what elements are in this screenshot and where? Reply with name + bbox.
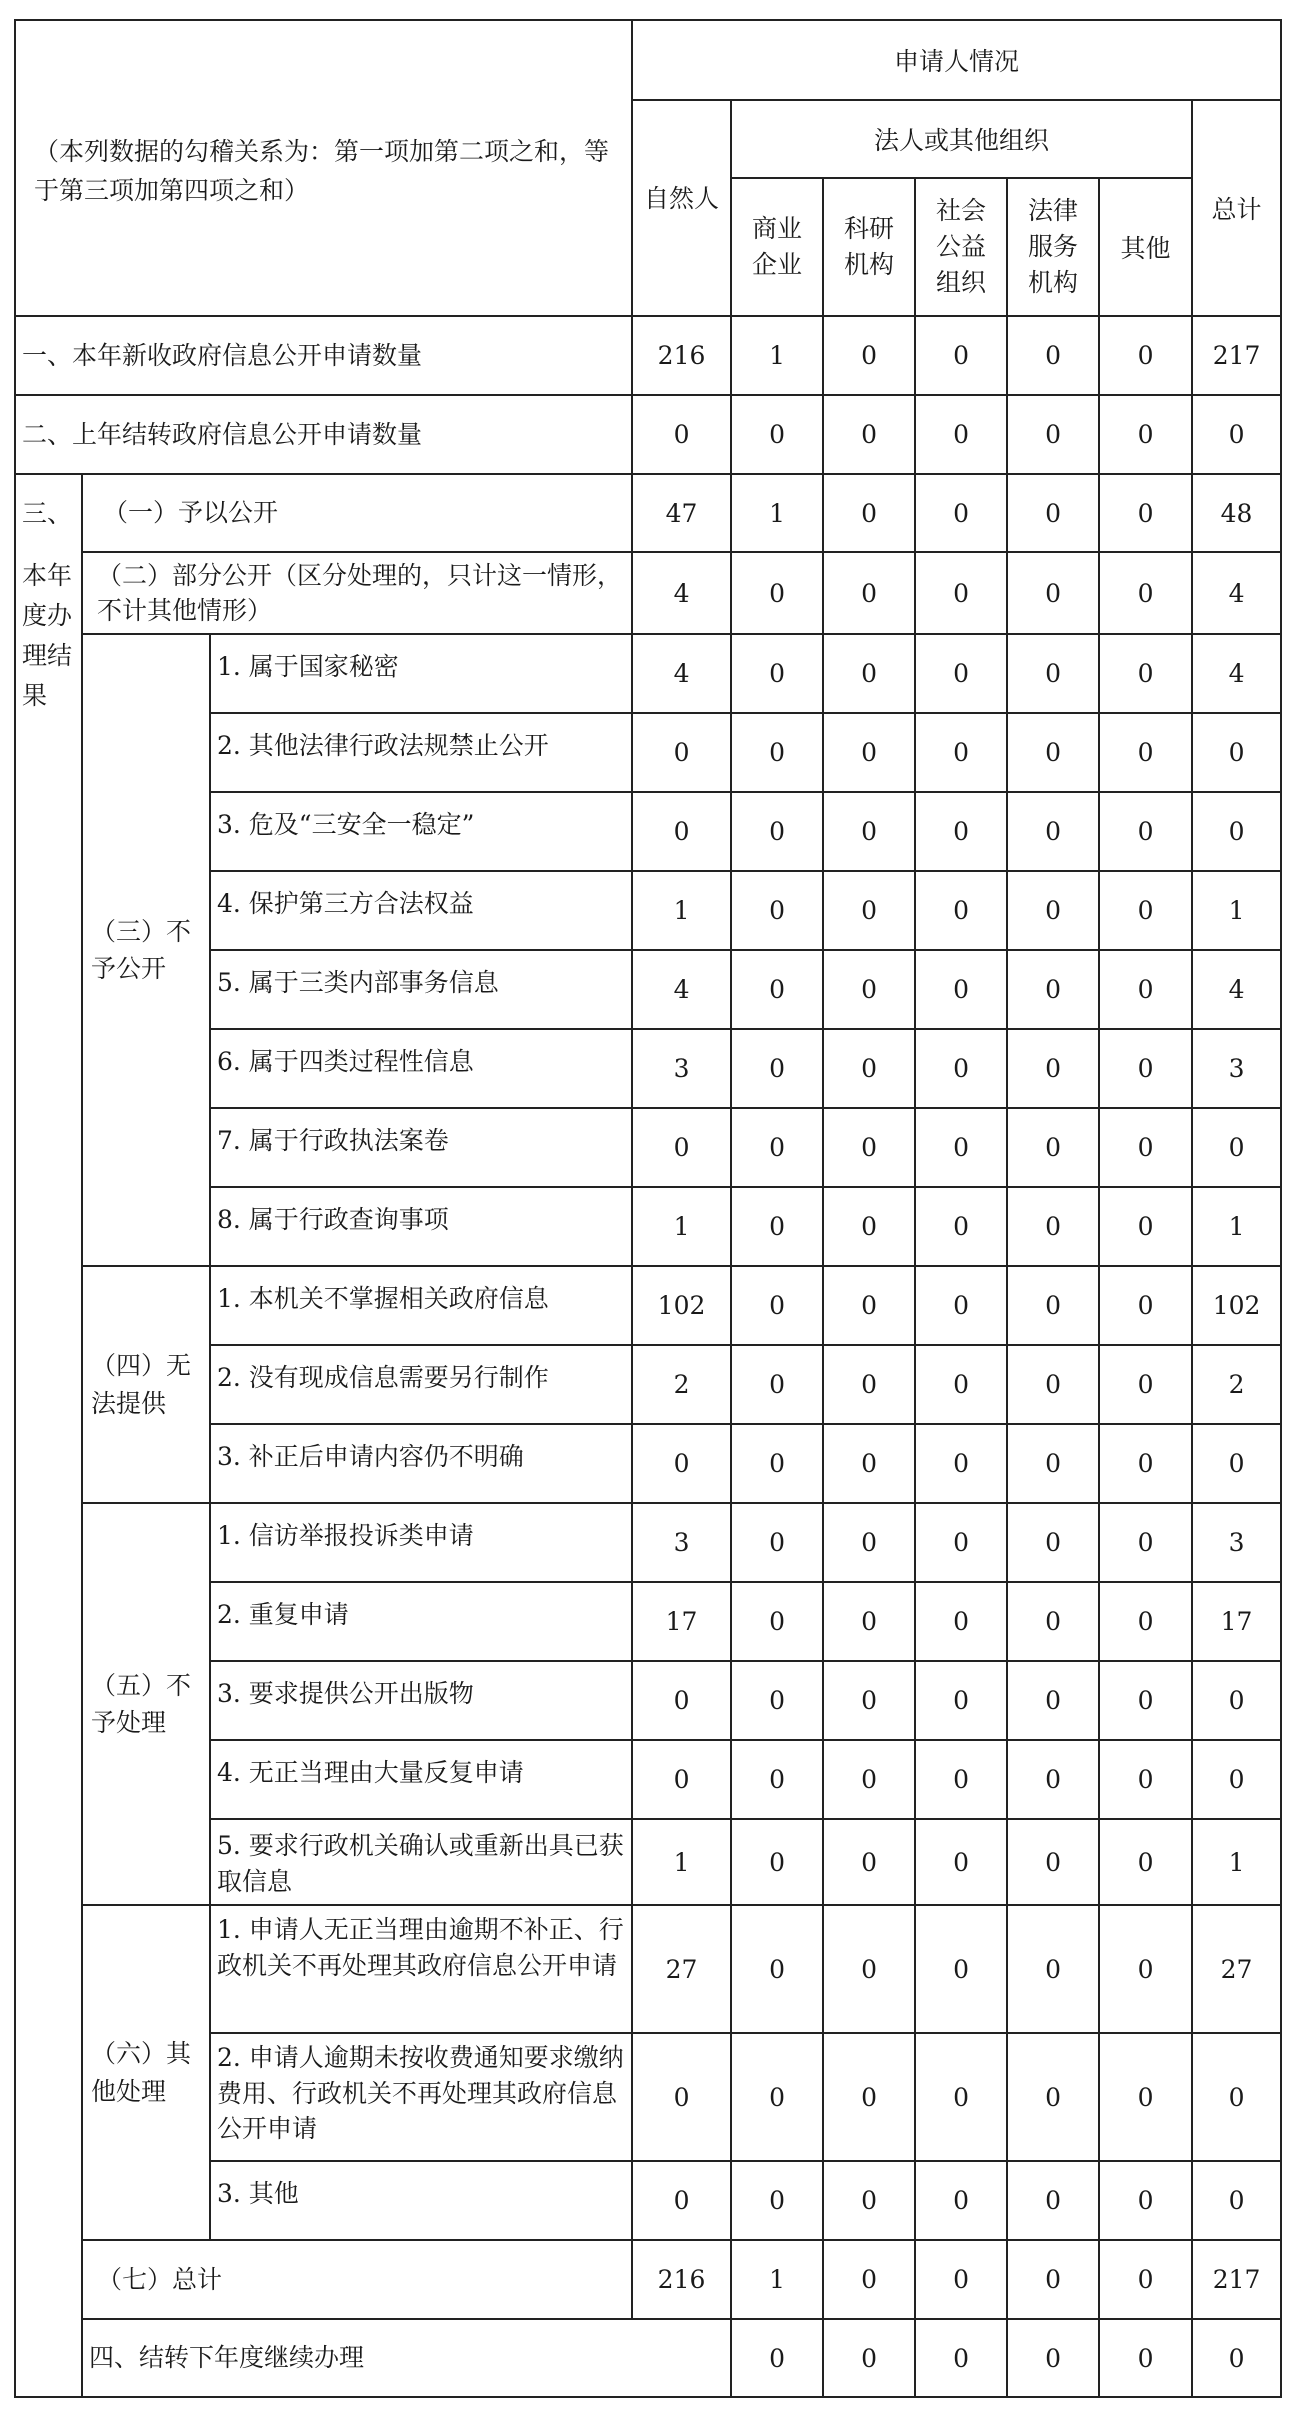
value-cell: 0 xyxy=(632,792,731,871)
value-cell: 0 xyxy=(1099,792,1192,871)
row-label: 一、本年新收政府信息公开申请数量 xyxy=(15,316,632,395)
value-cell: 0 xyxy=(1007,2161,1099,2240)
table-row xyxy=(15,474,1281,552)
value-cell: 0 xyxy=(823,950,915,1029)
value-cell: 0 xyxy=(915,2033,1007,2161)
value-cell: 0 xyxy=(731,950,823,1029)
natural-person-header: 自然人 xyxy=(632,100,731,316)
value-cell: 0 xyxy=(1099,2033,1192,2161)
row-label: 1. 本机关不掌握相关政府信息 xyxy=(210,1266,632,1345)
value-cell: 0 xyxy=(1099,552,1192,634)
value-cell: 3 xyxy=(632,1503,731,1582)
value-cell: 0 xyxy=(731,2319,823,2397)
value-cell: 0 xyxy=(823,871,915,950)
row-label: 3. 危及“三安全一稳定” xyxy=(210,792,632,871)
value-cell: 0 xyxy=(731,1424,823,1503)
value-cell: 0 xyxy=(1099,634,1192,713)
value-cell: 27 xyxy=(1192,1905,1281,2033)
value-cell: 0 xyxy=(1099,1029,1192,1108)
header-row-1 xyxy=(15,20,1281,100)
value-cell: 48 xyxy=(1192,474,1281,552)
value-cell: 0 xyxy=(915,1582,1007,1661)
value-cell: 17 xyxy=(1192,1582,1281,1661)
value-cell: 0 xyxy=(1007,1740,1099,1819)
value-cell: 0 xyxy=(632,2161,731,2240)
row-label: 5. 属于三类内部事务信息 xyxy=(210,950,632,1029)
value-cell: 0 xyxy=(1099,1187,1192,1266)
value-cell: 0 xyxy=(915,1424,1007,1503)
value-cell: 0 xyxy=(1007,1661,1099,1740)
government-info-disclosure-table xyxy=(14,19,1282,2398)
value-cell: 0 xyxy=(1099,1424,1192,1503)
value-cell: 1 xyxy=(632,1819,731,1905)
value-cell: 0 xyxy=(731,713,823,792)
value-cell: 0 xyxy=(823,1424,915,1503)
value-cell: 0 xyxy=(1099,395,1192,474)
value-cell: 1 xyxy=(632,871,731,950)
relationship-note: （本列数据的勾稽关系为：第一项加第二项之和，等于第三项加第四项之和） xyxy=(34,137,610,205)
value-cell: 0 xyxy=(1099,1108,1192,1187)
value-cell: 4 xyxy=(1192,634,1281,713)
value-cell: 0 xyxy=(1007,792,1099,871)
row-label: 5. 要求行政机关确认或重新出具已获取信息 xyxy=(210,1819,632,1905)
value-cell: 0 xyxy=(731,395,823,474)
value-cell: 0 xyxy=(1099,2161,1192,2240)
value-cell: 217 xyxy=(1192,316,1281,395)
value-cell: 0 xyxy=(1007,552,1099,634)
table-row xyxy=(15,395,1281,474)
value-cell: 0 xyxy=(915,871,1007,950)
value-cell: 3 xyxy=(632,1029,731,1108)
value-cell: 0 xyxy=(1007,713,1099,792)
value-cell: 216 xyxy=(632,316,731,395)
value-cell: 4 xyxy=(632,950,731,1029)
cannot-provide-label: （四）无法提供 xyxy=(82,1266,210,1503)
value-cell: 0 xyxy=(731,1582,823,1661)
value-cell: 0 xyxy=(915,2319,1007,2397)
value-cell: 4 xyxy=(632,634,731,713)
row-label: 1. 信访举报投诉类申请 xyxy=(210,1503,632,1582)
value-cell: 0 xyxy=(823,1266,915,1345)
value-cell: 3 xyxy=(1192,1503,1281,1582)
value-cell: 0 xyxy=(823,1582,915,1661)
value-cell: 0 xyxy=(1007,2240,1099,2319)
value-cell: 0 xyxy=(823,2161,915,2240)
value-cell: 102 xyxy=(1192,1266,1281,1345)
value-cell: 27 xyxy=(632,1905,731,2033)
value-cell: 0 xyxy=(1099,1740,1192,1819)
value-cell: 0 xyxy=(632,1661,731,1740)
value-cell: 0 xyxy=(1099,2319,1192,2397)
value-cell: 0 xyxy=(823,1187,915,1266)
value-cell: 0 xyxy=(1007,395,1099,474)
row-label: 4. 保护第三方合法权益 xyxy=(210,871,632,950)
value-cell: 0 xyxy=(632,2033,731,2161)
table-row xyxy=(15,634,1281,713)
value-cell: 0 xyxy=(1099,871,1192,950)
value-cell: 0 xyxy=(1192,1661,1281,1740)
row-label: 7. 属于行政执法案卷 xyxy=(210,1108,632,1187)
value-cell: 0 xyxy=(915,1661,1007,1740)
value-cell: 47 xyxy=(632,474,731,552)
value-cell: 0 xyxy=(1007,2319,1099,2397)
row-label: 2. 其他法律行政法规禁止公开 xyxy=(210,713,632,792)
value-cell: 0 xyxy=(1099,1582,1192,1661)
row-label: 二、上年结转政府信息公开申请数量 xyxy=(15,395,632,474)
value-cell: 0 xyxy=(1007,1345,1099,1424)
value-cell: 0 xyxy=(823,1740,915,1819)
table-row xyxy=(15,2240,1281,2319)
value-cell: 0 xyxy=(1099,1345,1192,1424)
value-cell: 0 xyxy=(731,1266,823,1345)
row-label: 3. 其他 xyxy=(210,2161,632,2240)
value-cell: 0 xyxy=(1007,1503,1099,1582)
value-cell: 0 xyxy=(915,713,1007,792)
value-cell: 0 xyxy=(1007,1108,1099,1187)
value-cell: 0 xyxy=(1007,1029,1099,1108)
value-cell: 0 xyxy=(823,634,915,713)
value-cell: 0 xyxy=(731,1503,823,1582)
research-header: 科研机构 xyxy=(823,178,915,316)
value-cell: 0 xyxy=(915,1029,1007,1108)
row-label: 1. 属于国家秘密 xyxy=(210,634,632,713)
value-cell: 0 xyxy=(915,792,1007,871)
applicant-group-header: 申请人情况 xyxy=(632,20,1281,100)
value-cell: 0 xyxy=(915,2240,1007,2319)
value-cell: 0 xyxy=(823,552,915,634)
value-cell: 0 xyxy=(915,950,1007,1029)
row-label: 1. 申请人无正当理由逾期不补正、行政机关不再处理其政府信息公开申请 xyxy=(210,1905,632,2033)
table-row xyxy=(15,2319,1281,2397)
legal-group-header: 法人或其他组织 xyxy=(731,100,1192,178)
value-cell: 0 xyxy=(731,871,823,950)
value-cell: 2 xyxy=(632,1345,731,1424)
value-cell: 4 xyxy=(1192,552,1281,634)
value-cell: 0 xyxy=(915,552,1007,634)
value-cell: 0 xyxy=(1192,1740,1281,1819)
value-cell: 0 xyxy=(1192,713,1281,792)
value-cell: 0 xyxy=(1007,1582,1099,1661)
value-cell: 17 xyxy=(632,1582,731,1661)
value-cell: 0 xyxy=(731,1905,823,2033)
other-header: 其他 xyxy=(1099,178,1192,316)
value-cell: 0 xyxy=(731,1661,823,1740)
value-cell: 0 xyxy=(1099,950,1192,1029)
value-cell: 0 xyxy=(731,1029,823,1108)
row-label: 四、结转下年度继续办理 xyxy=(82,2319,731,2397)
value-cell: 0 xyxy=(823,2033,915,2161)
value-cell: 0 xyxy=(915,1740,1007,1819)
value-cell: 0 xyxy=(1192,2033,1281,2161)
section3-prefix: 三、 xyxy=(15,474,82,552)
value-cell: 0 xyxy=(1007,950,1099,1029)
value-cell: 0 xyxy=(731,1187,823,1266)
table-row xyxy=(15,1503,1281,1582)
value-cell: 0 xyxy=(915,634,1007,713)
value-cell: 1 xyxy=(731,316,823,395)
row-label: 3. 要求提供公开出版物 xyxy=(210,1661,632,1740)
value-cell: 3 xyxy=(1192,1029,1281,1108)
value-cell: 0 xyxy=(915,474,1007,552)
value-cell: 0 xyxy=(915,316,1007,395)
value-cell: 0 xyxy=(632,395,731,474)
table-row xyxy=(15,552,1281,634)
value-cell: 0 xyxy=(1192,2319,1281,2397)
row-label: 3. 补正后申请内容仍不明确 xyxy=(210,1424,632,1503)
value-cell: 0 xyxy=(1007,1819,1099,1905)
value-cell: 1 xyxy=(1192,1187,1281,1266)
value-cell: 0 xyxy=(915,1108,1007,1187)
value-cell: 0 xyxy=(1007,1424,1099,1503)
value-cell: 0 xyxy=(823,2319,915,2397)
total-header: 总计 xyxy=(1192,100,1281,316)
row-label: （一）予以公开 xyxy=(82,474,632,552)
value-cell: 0 xyxy=(915,1905,1007,2033)
value-cell: 0 xyxy=(731,2033,823,2161)
value-cell: 0 xyxy=(1007,1266,1099,1345)
value-cell: 1 xyxy=(1192,1819,1281,1905)
value-cell: 0 xyxy=(1099,1266,1192,1345)
value-cell: 0 xyxy=(823,2240,915,2319)
value-cell: 0 xyxy=(1099,1503,1192,1582)
value-cell: 0 xyxy=(1099,474,1192,552)
row-label: 4. 无正当理由大量反复申请 xyxy=(210,1740,632,1819)
value-cell: 0 xyxy=(915,1187,1007,1266)
value-cell: 0 xyxy=(1007,634,1099,713)
value-cell: 0 xyxy=(1007,1187,1099,1266)
value-cell: 0 xyxy=(1007,1905,1099,2033)
row-label: （七）总计 xyxy=(82,2240,632,2319)
value-cell: 0 xyxy=(823,1819,915,1905)
value-cell: 217 xyxy=(1192,2240,1281,2319)
value-cell: 0 xyxy=(915,1266,1007,1345)
value-cell: 216 xyxy=(632,2240,731,2319)
note-cell xyxy=(15,20,632,316)
value-cell: 0 xyxy=(632,1740,731,1819)
value-cell: 0 xyxy=(1007,2033,1099,2161)
value-cell: 1 xyxy=(731,2240,823,2319)
value-cell: 0 xyxy=(1007,474,1099,552)
not-open-label: （三）不予公开 xyxy=(82,634,210,1266)
value-cell: 0 xyxy=(1192,395,1281,474)
value-cell: 2 xyxy=(1192,1345,1281,1424)
value-cell: 0 xyxy=(823,1503,915,1582)
section3-outer-label: 本年度办理结果 xyxy=(15,552,82,2397)
value-cell: 0 xyxy=(632,713,731,792)
value-cell: 0 xyxy=(731,1345,823,1424)
table-row xyxy=(15,1266,1281,1345)
value-cell: 0 xyxy=(823,395,915,474)
value-cell: 0 xyxy=(823,713,915,792)
value-cell: 0 xyxy=(731,792,823,871)
value-cell: 1 xyxy=(1192,871,1281,950)
value-cell: 0 xyxy=(731,634,823,713)
row-label: 2. 重复申请 xyxy=(210,1582,632,1661)
value-cell: 4 xyxy=(1192,950,1281,1029)
value-cell: 0 xyxy=(823,1345,915,1424)
value-cell: 0 xyxy=(823,1029,915,1108)
commercial-header: 商业企业 xyxy=(731,178,823,316)
value-cell: 0 xyxy=(823,1108,915,1187)
value-cell: 0 xyxy=(731,2161,823,2240)
value-cell: 0 xyxy=(1099,316,1192,395)
table-row xyxy=(15,1905,1281,2033)
table-row xyxy=(15,316,1281,395)
value-cell: 0 xyxy=(1007,871,1099,950)
value-cell: 0 xyxy=(915,2161,1007,2240)
value-cell: 0 xyxy=(915,1819,1007,1905)
value-cell: 0 xyxy=(823,1905,915,2033)
row-label: 2. 申请人逾期未按收费通知要求缴纳费用、行政机关不再处理其政府信息公开申请 xyxy=(210,2033,632,2161)
value-cell: 0 xyxy=(632,1108,731,1187)
value-cell: 0 xyxy=(731,552,823,634)
legal-service-header: 法律服务机构 xyxy=(1007,178,1099,316)
value-cell: 1 xyxy=(632,1187,731,1266)
value-cell: 1 xyxy=(731,474,823,552)
value-cell: 0 xyxy=(731,1819,823,1905)
row-label: 2. 没有现成信息需要另行制作 xyxy=(210,1345,632,1424)
value-cell: 0 xyxy=(632,1424,731,1503)
row-label: 8. 属于行政查询事项 xyxy=(210,1187,632,1266)
value-cell: 0 xyxy=(823,316,915,395)
value-cell: 102 xyxy=(632,1266,731,1345)
value-cell: 0 xyxy=(1099,713,1192,792)
other-process-label: （六）其他处理 xyxy=(82,1905,210,2240)
value-cell: 0 xyxy=(915,1503,1007,1582)
value-cell: 0 xyxy=(1192,2161,1281,2240)
value-cell: 0 xyxy=(915,1345,1007,1424)
value-cell: 4 xyxy=(632,552,731,634)
value-cell: 0 xyxy=(731,1108,823,1187)
row-label: （二）部分公开（区分处理的，只计这一情形，不计其他情形） xyxy=(82,552,632,634)
value-cell: 0 xyxy=(731,1740,823,1819)
value-cell: 0 xyxy=(915,395,1007,474)
social-header: 社会公益组织 xyxy=(915,178,1007,316)
value-cell: 0 xyxy=(823,1661,915,1740)
value-cell: 0 xyxy=(823,474,915,552)
row-label: 6. 属于四类过程性信息 xyxy=(210,1029,632,1108)
value-cell: 0 xyxy=(1192,1108,1281,1187)
value-cell: 0 xyxy=(1192,792,1281,871)
value-cell: 0 xyxy=(1099,1819,1192,1905)
value-cell: 0 xyxy=(1099,1661,1192,1740)
not-process-label: （五）不予处理 xyxy=(82,1503,210,1905)
value-cell: 0 xyxy=(823,792,915,871)
value-cell: 0 xyxy=(1099,1905,1192,2033)
value-cell: 0 xyxy=(1007,316,1099,395)
value-cell: 0 xyxy=(1192,1424,1281,1503)
value-cell: 0 xyxy=(1099,2240,1192,2319)
